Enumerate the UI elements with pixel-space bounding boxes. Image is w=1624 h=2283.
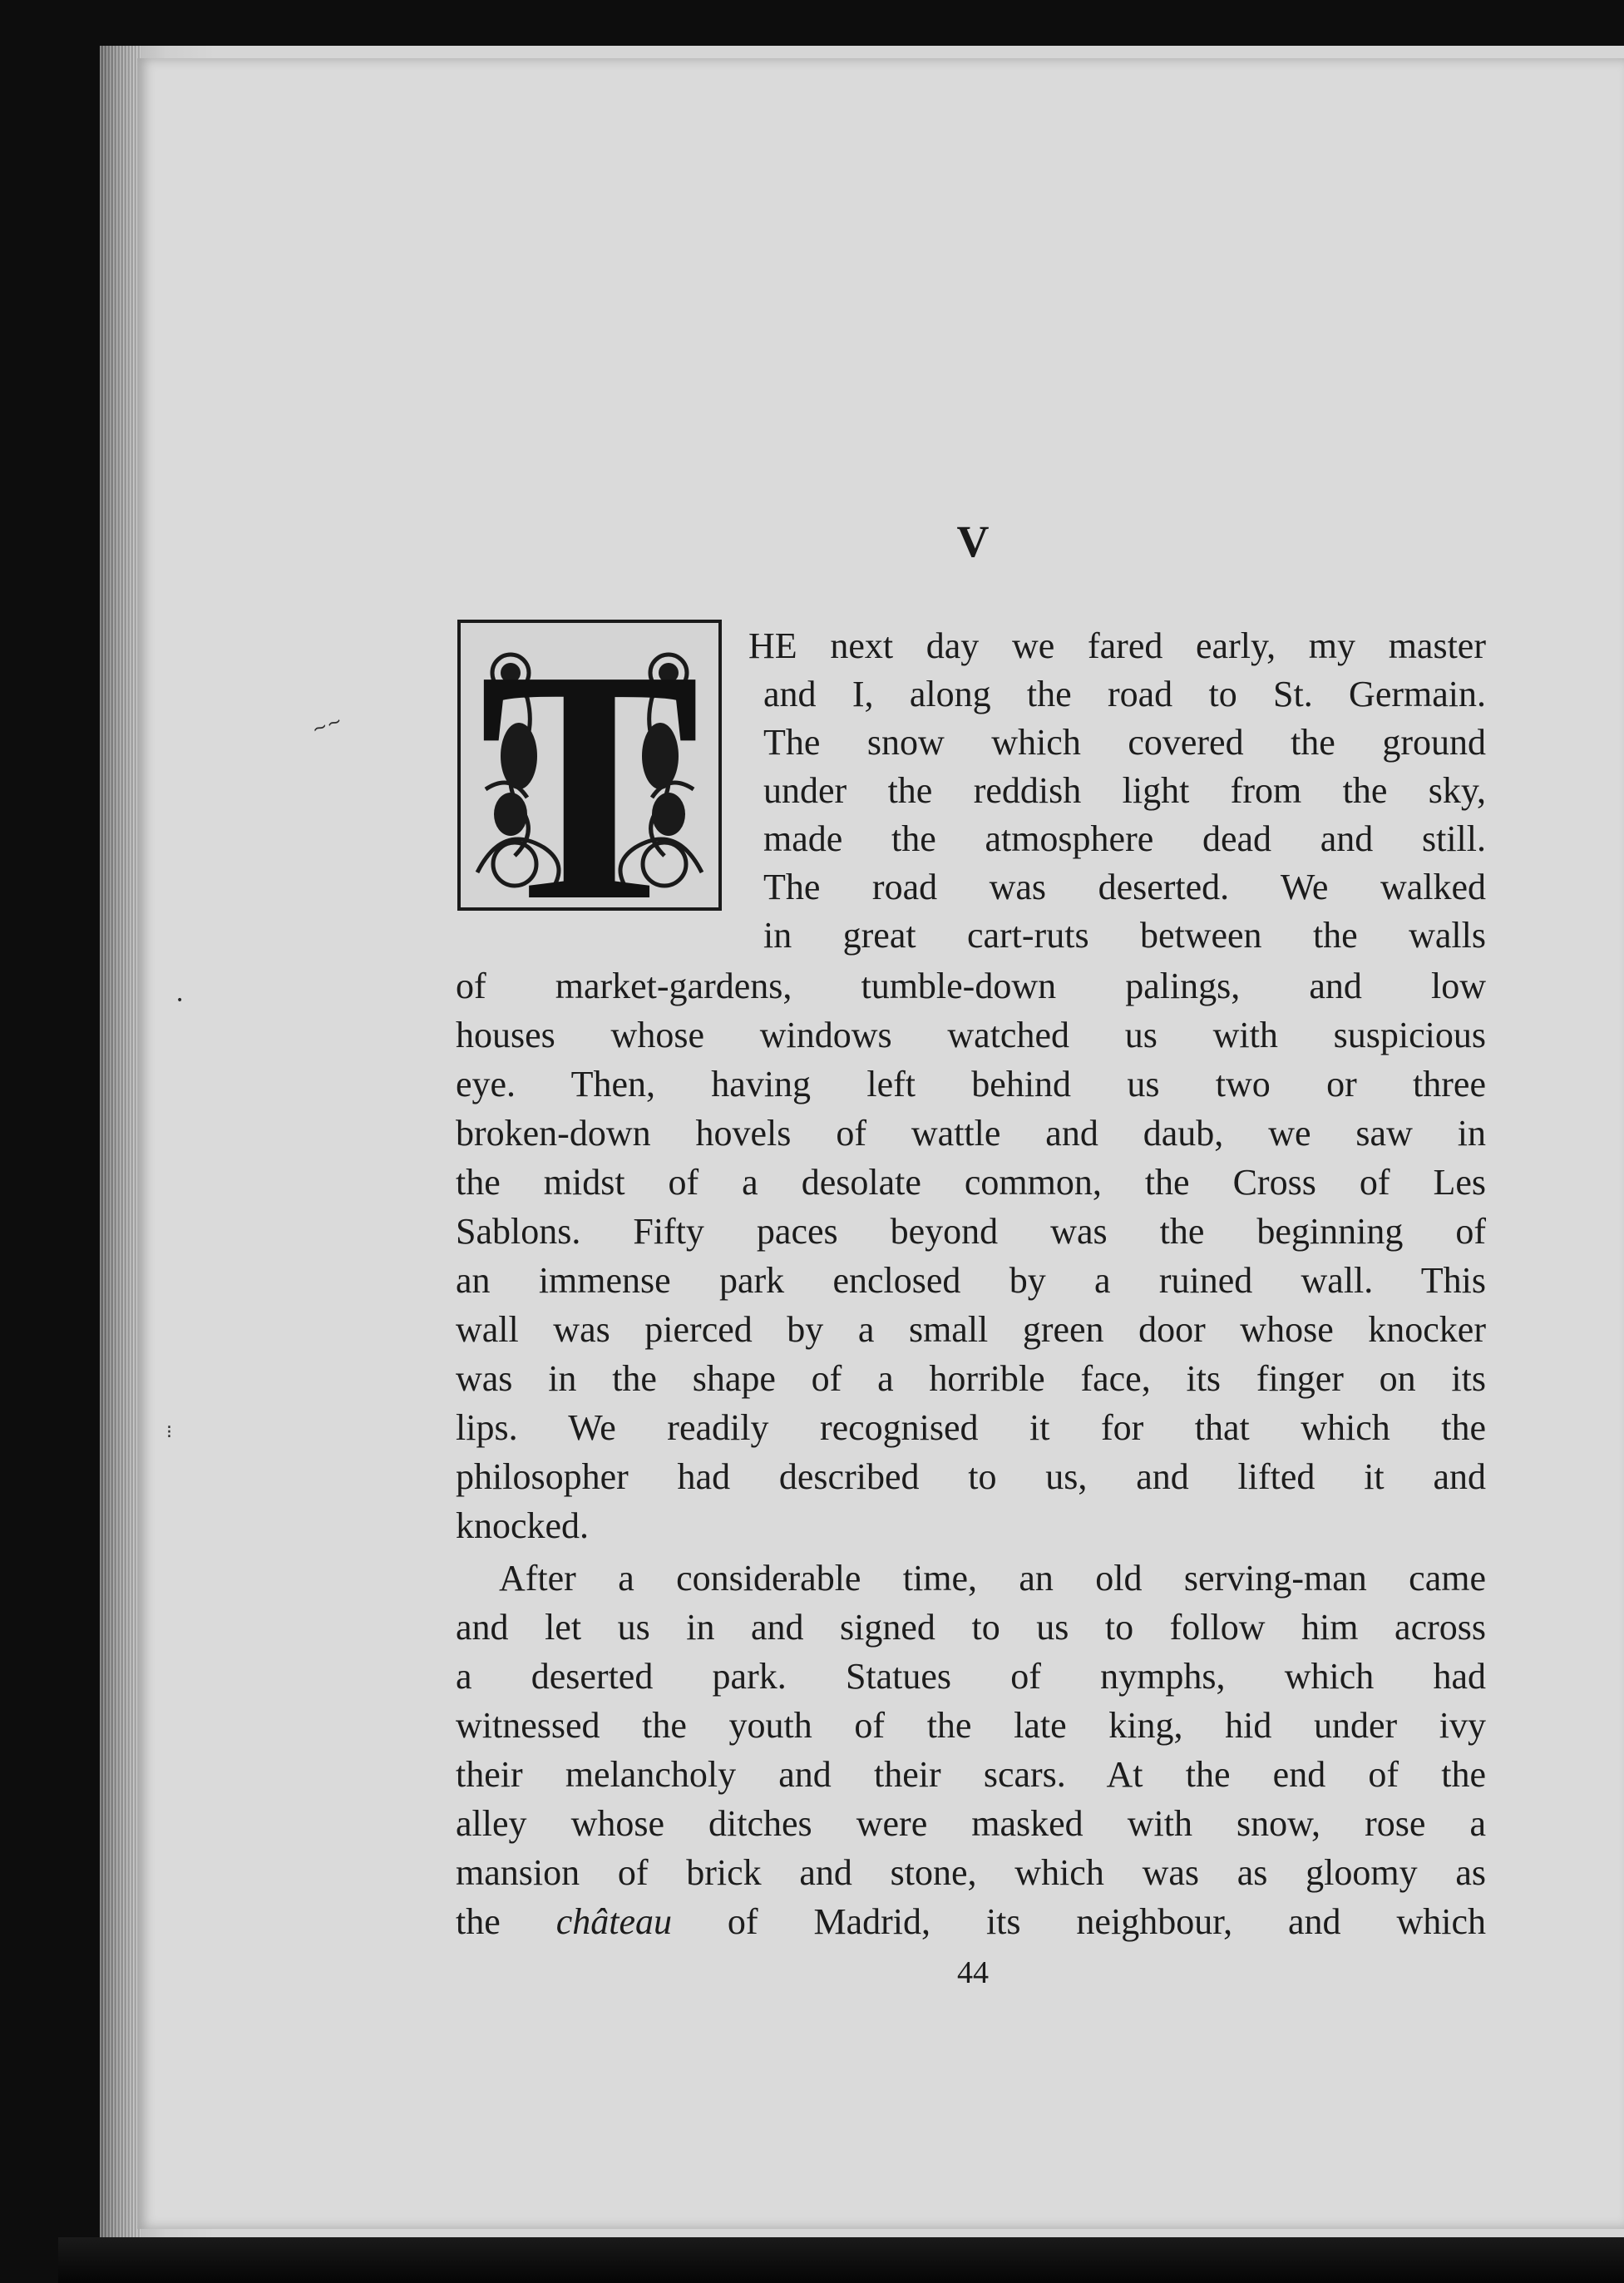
ornamental-drop-cap-illustration [461, 623, 718, 907]
text-line: knocked. [456, 1505, 590, 1546]
text-line: made the atmosphere dead and still. [763, 818, 1486, 859]
text-line: was in the shape of a horrible face, its finger on its [456, 1358, 1486, 1399]
text-line-last [456, 1898, 1486, 1946]
text-segment: the [456, 1901, 556, 1942]
italic-word: château [555, 1901, 672, 1942]
chapter-number: V [956, 516, 990, 566]
page-number: 44 [957, 1955, 989, 1990]
text-line: The road was deserted. We walked [763, 867, 1486, 907]
svg-text:T: T [478, 623, 701, 907]
drop-cap [457, 620, 722, 911]
text-line: mansion of brick and stone, which was as gloomy as [456, 1852, 1486, 1893]
text-line: alley whose ditches were masked with snow, rose a [456, 1803, 1486, 1844]
text-line: broken-down hovels of wattle and daub, we saw in [456, 1113, 1486, 1154]
text-line: HE next day we fared early, my master [748, 625, 1486, 666]
text-line: After a considerable time, an old serving-man came [499, 1558, 1486, 1599]
text-line: a deserted park. Statues of nymphs, which had [456, 1656, 1486, 1697]
text-line: witnessed the youth of the late king, hid under ivy [456, 1705, 1486, 1746]
text-line: the midst of a desolate common, the Cross of Les [456, 1162, 1486, 1203]
margin-mark: • [176, 994, 184, 1007]
text-line: an immense park enclosed by a ruined wall. This [456, 1260, 1486, 1301]
margin-mark: ~~ [309, 710, 346, 741]
text-line: wall was pierced by a small green door whose knocker [456, 1309, 1486, 1350]
text-line: philosopher had described to us, and lifted it and [456, 1456, 1486, 1497]
text-line: in great cart-ruts between the walls [763, 915, 1486, 956]
text-segment: of Madrid, its neighbour, and which [671, 1901, 1486, 1942]
text-line: Sablons. Fifty paces beyond was the beginning of [456, 1211, 1486, 1252]
text-line: of market-gardens, tumble-down palings, and low [456, 966, 1486, 1006]
bottom-shadow [58, 2237, 1624, 2283]
text-line: and let us in and signed to us to follow him across [456, 1607, 1486, 1648]
text-line: their melancholy and their scars. At the end of the [456, 1754, 1486, 1795]
text-line: lips. We readily recognised it for that which the [456, 1407, 1486, 1448]
text-line: houses whose windows watched us with suspicious [456, 1015, 1486, 1055]
text-line: The snow which covered the ground [763, 722, 1486, 763]
text-line: eye. Then, having left behind us two or three [456, 1064, 1486, 1104]
margin-mark: ⁝ [166, 1422, 172, 1443]
text-line: and I, along the road to St. Germain. [763, 674, 1486, 714]
text-line: under the reddish light from the sky, [763, 770, 1486, 811]
page-edges [100, 46, 141, 2258]
